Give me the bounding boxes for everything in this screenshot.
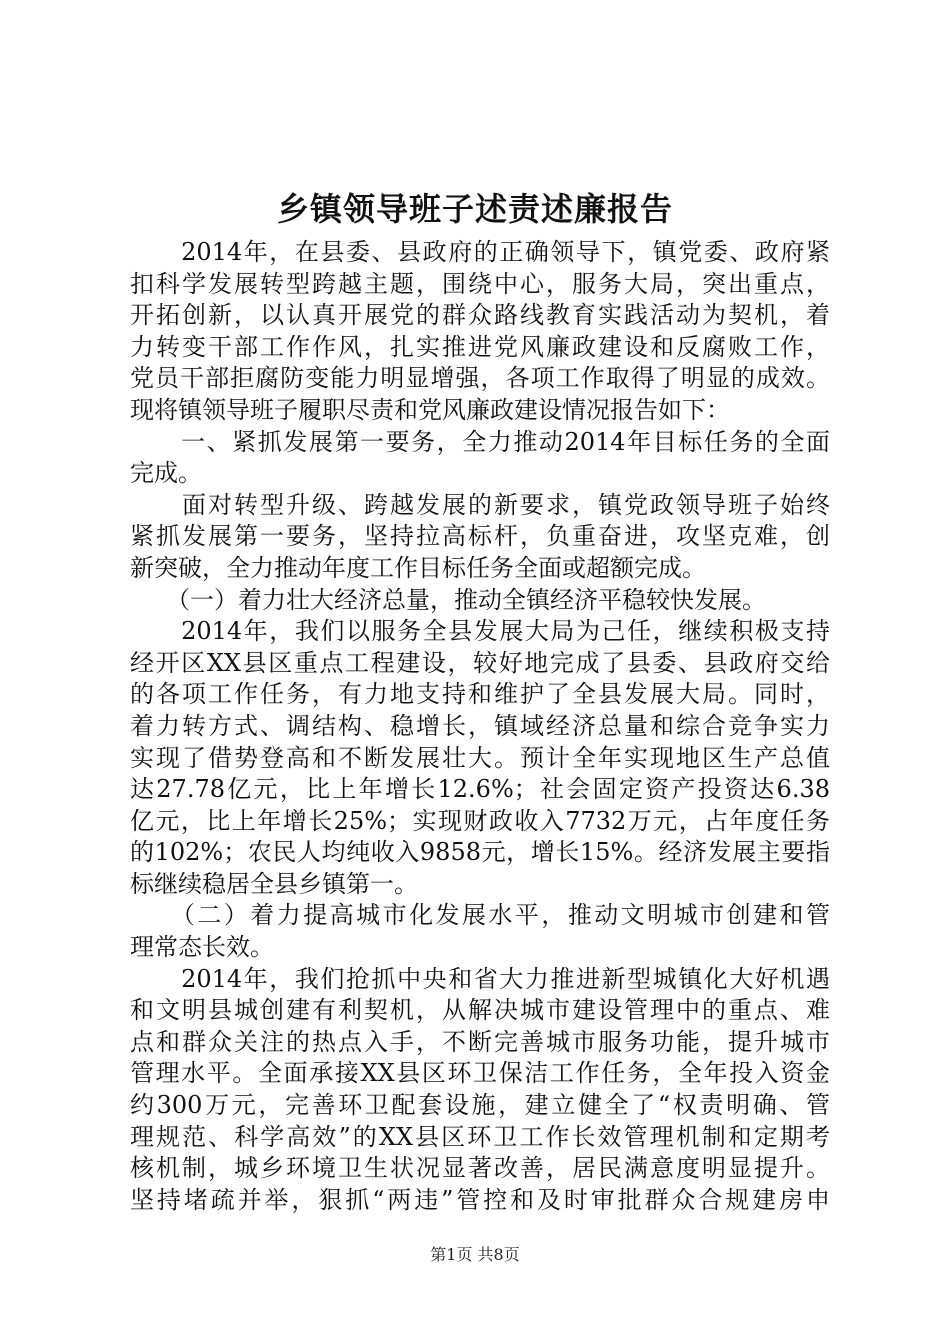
body-line: 新突破，全力推动年度工作目标任务全面或超额完成。 <box>130 553 706 582</box>
body-line: 经开区XX县区重点工程建设，较好地完成了县委、县政府交给 <box>130 648 830 677</box>
body-line: 着力转方式、调结构、稳增长，镇域经济总量和综合竞争实力 <box>130 711 830 740</box>
body-line: 完成。 <box>130 459 202 488</box>
body-line: 党员干部拒腐防变能力明显增强，各项工作取得了明显的成效。 <box>130 364 830 393</box>
body-line: 亿元，比上年增长25%；实现财政收入7732万元，占年度任务 <box>130 806 830 835</box>
body-line: 现将镇领导班子履职尽责和党风廉政建设情况报告如下： <box>130 395 730 424</box>
body-line: 2014年，我们抢抓中央和省大力推进新型城镇化大好机遇 <box>130 964 830 993</box>
page-number-footer: 第1页 共8页 <box>430 1245 520 1264</box>
body-line: 管理水平。全面承接XX县区环卫保洁工作任务，全年投入资金 <box>130 1059 830 1088</box>
body-line: 的各项工作任务，有力地支持和维护了全县发展大局。同时， <box>130 680 830 709</box>
body-line: 核机制，城乡环境卫生状况显著改善，居民满意度明显提升。 <box>130 1154 830 1183</box>
body-line: 开拓创新，以认真开展党的群众路线教育实践活动为契机，着 <box>130 301 830 330</box>
body-line: 扣科学发展转型跨越主题，围绕中心，服务大局，突出重点， <box>130 269 830 298</box>
body-line: 理规范、科学高效”的XX县区环卫工作长效管理机制和定期考 <box>130 1122 830 1151</box>
body-line: （二）着力提高城市化发展水平，推动文明城市创建和管 <box>130 901 830 930</box>
body-line: 的102%；农民人均纯收入9858元，增长15%。经济发展主要指 <box>130 838 830 867</box>
body-line: （一）着力壮大经济总量，推动全镇经济平稳较快发展。 <box>130 585 766 614</box>
body-line: 面对转型升级、跨越发展的新要求，镇党政领导班子始终 <box>130 490 830 519</box>
body-line: 坚持堵疏并举，狠抓“两违”管控和及时审批群众合规建房申 <box>130 1185 830 1214</box>
body-line: 理常态长效。 <box>130 933 274 962</box>
body-line: 和文明县城创建有利契机，从解决城市建设管理中的重点、难 <box>130 996 830 1025</box>
body-line: 标继续稳居全县乡镇第一。 <box>130 869 418 898</box>
body-line: 一、紧抓发展第一要务，全力推动2014年目标任务的全面 <box>130 427 830 456</box>
document-body <box>130 237 830 1216</box>
body-line: 达27.78亿元，比上年增长12.6%；社会固定资产投资达6.38 <box>130 775 830 804</box>
body-line: 点和群众关注的热点入手，不断完善城市服务功能，提升城市 <box>130 1027 830 1056</box>
body-line: 紧抓发展第一要务，坚持拉高标杆，负重奋进，攻坚克难，创 <box>130 522 830 551</box>
document-title: 乡镇领导班子述责述廉报告 <box>276 190 673 228</box>
body-line: 实现了借势登高和不断发展壮大。预计全年实现地区生产总值 <box>130 743 830 772</box>
body-line: 约300万元，完善环卫配套设施，建立健全了“权责明确、管 <box>130 1091 830 1120</box>
body-line: 力转变干部工作作风，扎实推进党风廉政建设和反腐败工作， <box>130 332 830 361</box>
body-line: 2014年，在县委、县政府的正确领导下，镇党委、政府紧 <box>130 238 830 266</box>
body-line: 2014年，我们以服务全县发展大局为己任，继续积极支持 <box>130 617 830 646</box>
